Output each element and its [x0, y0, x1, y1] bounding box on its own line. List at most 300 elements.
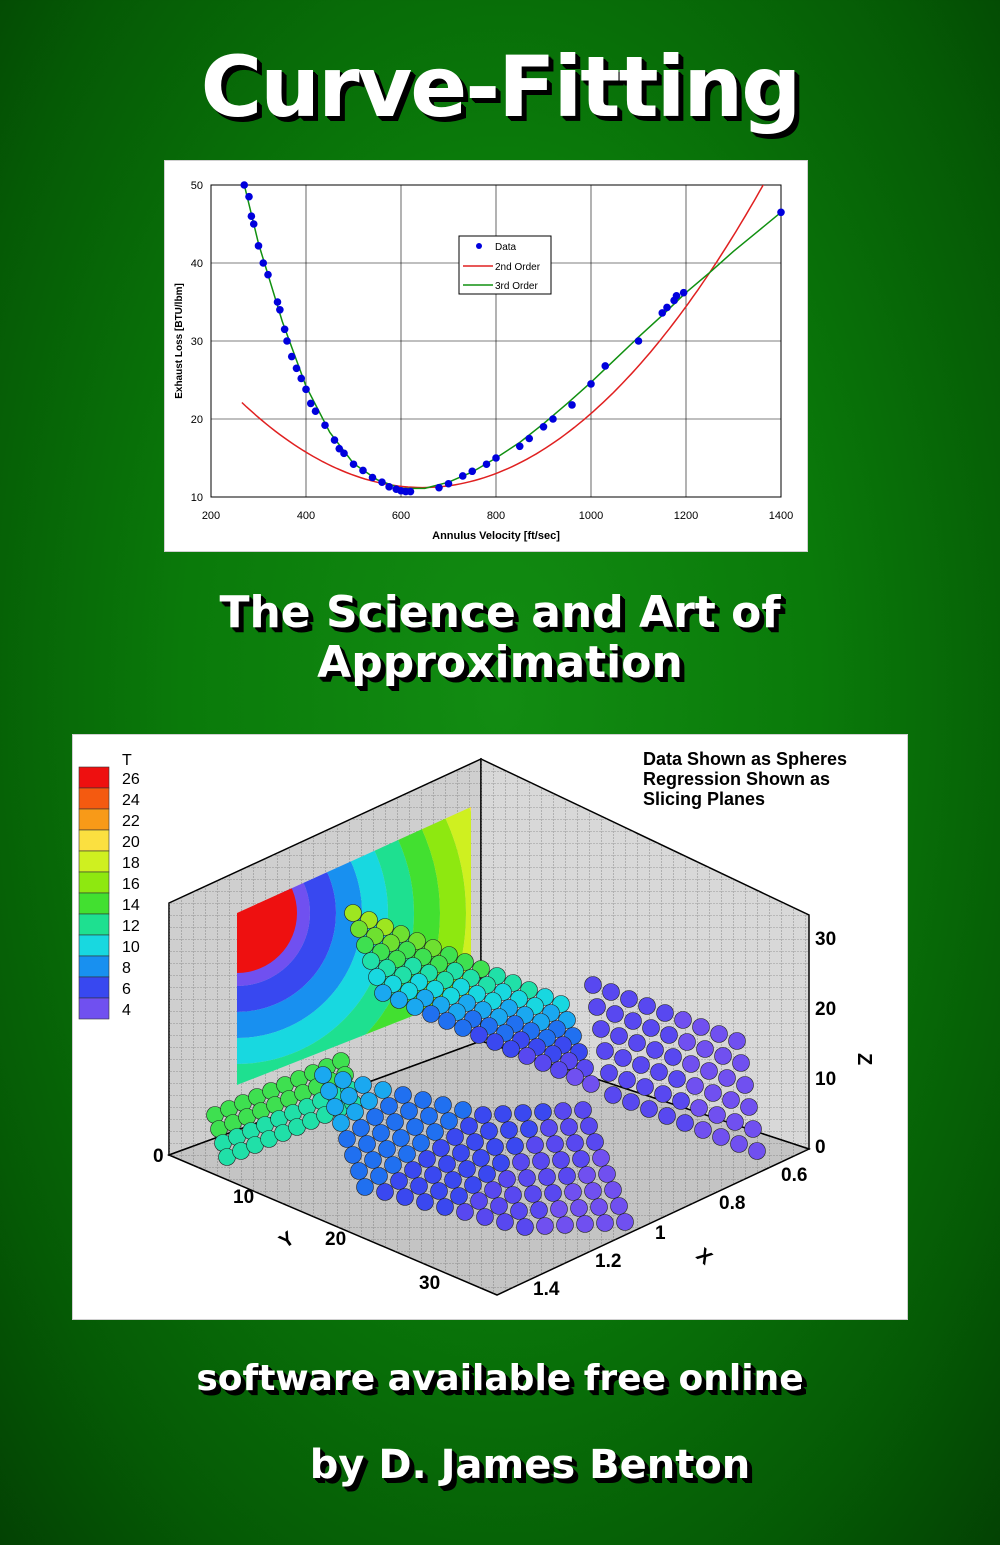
data-sphere [351, 1163, 368, 1180]
data-sphere [387, 1114, 404, 1131]
x-tick-label: 600 [391, 510, 411, 522]
data-sphere [687, 1078, 704, 1095]
data-sphere [639, 998, 656, 1015]
data-sphere [727, 1114, 744, 1131]
data-point [255, 242, 263, 250]
x-tick-label: 1.4 [533, 1279, 560, 1300]
x-axis-label: X [691, 1243, 717, 1270]
data-sphere [531, 1202, 548, 1219]
data-sphere [391, 992, 408, 1009]
z-tick-label: 30 [815, 929, 837, 950]
z-tick-label: 0 [815, 1137, 826, 1158]
legend-swatch [79, 998, 109, 1019]
data-sphere [637, 1079, 654, 1096]
z-tick-label: 10 [815, 1069, 837, 1090]
data-sphere [393, 1130, 410, 1147]
data-sphere [479, 1166, 496, 1183]
data-point [549, 415, 557, 423]
data-point [307, 400, 315, 408]
data-sphere [327, 1099, 344, 1116]
data-sphere [525, 1186, 542, 1203]
annotation-line-1: Data Shown as Spheres [643, 749, 848, 769]
x-axis-label: Annulus Velocity [ft/sec] [432, 530, 560, 542]
legend-swatch [79, 872, 109, 893]
data-point [248, 212, 256, 220]
data-sphere [731, 1136, 748, 1153]
data-sphere [455, 1102, 472, 1119]
data-sphere [601, 1065, 618, 1082]
x-tick-label: 1400 [768, 510, 794, 522]
data-sphere [369, 969, 386, 986]
x-tick-label: 200 [201, 510, 221, 522]
legend-value: 26 [122, 771, 140, 788]
data-sphere [421, 1108, 438, 1125]
data-sphere [597, 1043, 614, 1060]
data-sphere [561, 1119, 578, 1136]
data-sphere [511, 1203, 528, 1220]
legend-value: 8 [122, 960, 131, 977]
data-sphere [537, 1218, 554, 1235]
legend-marker-data [476, 243, 482, 249]
data-point [663, 304, 671, 312]
data-sphere [381, 1098, 398, 1115]
data-point [378, 478, 386, 486]
data-sphere [587, 1134, 604, 1151]
data-sphere [623, 1094, 640, 1111]
data-sphere [367, 1109, 384, 1126]
data-sphere [497, 1214, 514, 1231]
data-sphere [447, 1129, 464, 1146]
x-tick-label: 1 [655, 1223, 666, 1244]
data-sphere [527, 1137, 544, 1154]
legend-value: 4 [122, 1002, 131, 1019]
legend-value: 10 [122, 939, 140, 956]
data-sphere [629, 1035, 646, 1052]
data-sphere [467, 1134, 484, 1151]
data-sphere [407, 1119, 424, 1136]
data-sphere [749, 1143, 766, 1160]
data-sphere [487, 1034, 504, 1051]
tagline: software available free online [196, 1358, 804, 1399]
data-sphere [415, 1092, 432, 1109]
data-sphere [385, 1157, 402, 1174]
data-sphere [495, 1106, 512, 1123]
data-point [673, 292, 681, 300]
data-sphere [723, 1092, 740, 1109]
data-sphere [401, 1103, 418, 1120]
data-point [276, 306, 284, 314]
data-sphere [711, 1026, 728, 1043]
data-sphere [541, 1120, 558, 1137]
data-sphere [651, 1064, 668, 1081]
data-sphere [551, 1201, 568, 1218]
data-sphere [669, 1071, 686, 1088]
data-sphere [379, 1141, 396, 1158]
data-sphere [701, 1063, 718, 1080]
data-sphere [373, 1125, 390, 1142]
legend-value: 24 [122, 792, 140, 809]
data-sphere [705, 1085, 722, 1102]
data-sphere [619, 1072, 636, 1089]
data-sphere [617, 1214, 634, 1231]
data-sphere [507, 1138, 524, 1155]
data-sphere [589, 999, 606, 1016]
data-sphere [491, 1198, 508, 1215]
data-sphere [611, 1028, 628, 1045]
data-sphere [641, 1101, 658, 1118]
data-sphere [365, 1152, 382, 1169]
data-sphere [499, 1171, 516, 1188]
legend-swatch [79, 935, 109, 956]
data-point [468, 467, 476, 475]
legend-value: 16 [122, 876, 140, 893]
data-sphere [397, 1189, 414, 1206]
data-sphere [715, 1048, 732, 1065]
data-sphere [679, 1034, 696, 1051]
data-sphere [615, 1050, 632, 1067]
data-sphere [515, 1105, 532, 1122]
data-point [540, 423, 548, 431]
data-sphere [605, 1182, 622, 1199]
data-sphere [535, 1055, 552, 1072]
data-sphere [729, 1033, 746, 1050]
annotation-line-2: Regression Shown as [643, 769, 831, 789]
legend-swatch [79, 851, 109, 872]
data-point [250, 220, 258, 228]
data-point [459, 472, 467, 480]
x-tick-label: 400 [296, 510, 316, 522]
data-sphere [659, 1108, 676, 1125]
legend-value: 6 [122, 981, 131, 998]
data-point [350, 460, 358, 468]
y-tick-label: 50 [190, 180, 203, 192]
data-sphere [675, 1012, 692, 1029]
data-sphere [481, 1123, 498, 1140]
data-sphere [611, 1198, 628, 1215]
data-point [331, 436, 339, 444]
data-sphere [741, 1099, 758, 1116]
legend-swatch [79, 809, 109, 830]
data-sphere [673, 1093, 690, 1110]
data-sphere [519, 1048, 536, 1065]
data-sphere [585, 977, 602, 994]
author-name: by D. James Benton [309, 1442, 751, 1488]
data-sphere [661, 1027, 678, 1044]
legend-swatch [79, 914, 109, 935]
y-tick-label: 10 [233, 1187, 255, 1208]
chart-legend [459, 236, 551, 294]
data-sphere [591, 1199, 608, 1216]
data-sphere [517, 1219, 534, 1236]
data-sphere [555, 1103, 572, 1120]
y-tick-label: 30 [190, 336, 203, 348]
data-sphere [411, 1178, 428, 1195]
data-sphere [359, 1136, 376, 1153]
data-sphere [571, 1200, 588, 1217]
data-sphere [513, 1154, 530, 1171]
data-sphere [347, 1104, 364, 1121]
subtitle-line-1: The Science and Art of [219, 587, 781, 638]
data-sphere [399, 1146, 416, 1163]
data-sphere [357, 937, 374, 954]
data-sphere [547, 1136, 564, 1153]
data-point [568, 401, 576, 409]
data-sphere [395, 1087, 412, 1104]
legend-swatch [79, 956, 109, 977]
data-sphere [697, 1041, 714, 1058]
data-sphere [427, 1124, 444, 1141]
data-sphere [333, 1115, 350, 1132]
data-sphere [677, 1115, 694, 1132]
legend-swatch [79, 893, 109, 914]
data-sphere [493, 1155, 510, 1172]
data-sphere [535, 1104, 552, 1121]
data-sphere [621, 991, 638, 1008]
data-point [635, 337, 643, 345]
data-sphere [417, 1194, 434, 1211]
data-sphere [435, 1097, 452, 1114]
data-sphere [605, 1087, 622, 1104]
data-sphere [407, 999, 424, 1016]
data-sphere [457, 1204, 474, 1221]
book-subtitle [0, 588, 1000, 688]
data-sphere [585, 1183, 602, 1200]
data-sphere [565, 1184, 582, 1201]
data-sphere [363, 953, 380, 970]
legend-label-3rd-order: 3rd Order [495, 281, 538, 292]
data-sphere [485, 1182, 502, 1199]
data-sphere [683, 1056, 700, 1073]
data-sphere [567, 1135, 584, 1152]
data-sphere [487, 1139, 504, 1156]
data-sphere [557, 1217, 574, 1234]
data-sphere [339, 1131, 356, 1148]
data-sphere [439, 1156, 456, 1173]
data-point [525, 435, 533, 443]
data-sphere [461, 1118, 478, 1135]
data-sphere [335, 1072, 352, 1089]
data-point [297, 375, 305, 383]
legend-title: T [122, 752, 132, 769]
legend-swatch [79, 788, 109, 809]
data-sphere [695, 1122, 712, 1139]
data-point [435, 484, 443, 492]
subtitle-line-2: Approximation [317, 637, 683, 688]
data-sphere [405, 1162, 422, 1179]
data-point [369, 474, 377, 482]
data-sphere [607, 1006, 624, 1023]
x-tick-label: 800 [486, 510, 506, 522]
y-tick-label: 10 [190, 492, 203, 504]
data-sphere [445, 1172, 462, 1189]
data-sphere [665, 1049, 682, 1066]
data-sphere [371, 1168, 388, 1185]
curve-fit-chart [164, 160, 808, 552]
data-point [359, 467, 367, 475]
legend-label-data: Data [495, 242, 517, 253]
data-sphere [633, 1057, 650, 1074]
x-tick-label: 1000 [578, 510, 604, 522]
data-point [302, 386, 310, 394]
y-tick-label: 30 [419, 1273, 441, 1294]
z-axis-label: Z [853, 1053, 875, 1066]
data-point [274, 298, 282, 306]
data-sphere [559, 1168, 576, 1185]
data-sphere [321, 1083, 338, 1100]
data-point [777, 209, 785, 217]
data-point [445, 480, 453, 488]
color-legend [79, 767, 140, 1019]
data-sphere [459, 1161, 476, 1178]
data-sphere [441, 1113, 458, 1130]
data-sphere [539, 1169, 556, 1186]
data-sphere [477, 1209, 494, 1226]
data-sphere [353, 1120, 370, 1137]
y-tick-label: 20 [190, 414, 203, 426]
data-point [407, 488, 415, 496]
legend-value: 22 [122, 813, 140, 830]
data-sphere [583, 1076, 600, 1093]
data-point [321, 421, 329, 429]
data-sphere [391, 1173, 408, 1190]
data-sphere [465, 1177, 482, 1194]
y-axis-label: Y [275, 1227, 299, 1254]
x-tick-label: 1.2 [595, 1251, 622, 1272]
data-sphere [355, 1077, 372, 1094]
data-point [288, 353, 296, 361]
data-sphere [439, 1013, 456, 1030]
data-sphere [581, 1118, 598, 1135]
data-sphere [413, 1135, 430, 1152]
data-sphere [521, 1121, 538, 1138]
y-tick-label: 20 [325, 1229, 347, 1250]
data-sphere [553, 1152, 570, 1169]
data-sphere [713, 1129, 730, 1146]
data-sphere [501, 1122, 518, 1139]
x-tick-label: 0.6 [781, 1165, 808, 1186]
data-sphere [643, 1020, 660, 1037]
data-sphere [455, 1020, 472, 1037]
y-tick-label: 40 [190, 258, 203, 270]
data-sphere [377, 1184, 394, 1201]
data-sphere [361, 1093, 378, 1110]
data-sphere [719, 1070, 736, 1087]
legend-value: 12 [122, 918, 140, 935]
data-sphere [345, 905, 362, 922]
data-point [587, 380, 595, 388]
data-point [601, 362, 609, 370]
data-sphere [745, 1121, 762, 1138]
data-sphere [453, 1145, 470, 1162]
data-sphere [519, 1170, 536, 1187]
data-point [283, 337, 291, 345]
data-sphere [419, 1151, 436, 1168]
data-sphere [599, 1166, 616, 1183]
data-point [385, 483, 393, 491]
data-sphere [425, 1167, 442, 1184]
data-sphere [577, 1216, 594, 1233]
data-sphere [471, 1027, 488, 1044]
data-point [312, 407, 320, 415]
z-tick-label: 20 [815, 999, 837, 1020]
data-sphere [597, 1215, 614, 1232]
data-sphere [655, 1086, 672, 1103]
legend-swatch [79, 977, 109, 998]
data-point [516, 443, 524, 451]
data-sphere [533, 1153, 550, 1170]
data-sphere [351, 921, 368, 938]
data-point [240, 181, 248, 189]
data-sphere [471, 1193, 488, 1210]
data-point [281, 326, 289, 334]
data-sphere [503, 1041, 520, 1058]
legend-swatch [79, 830, 109, 851]
data-sphere [573, 1151, 590, 1168]
data-point [245, 193, 253, 201]
origin-label: 0 [153, 1146, 164, 1167]
data-point [680, 289, 688, 297]
data-sphere [345, 1147, 362, 1164]
data-sphere [593, 1021, 610, 1038]
data-sphere [473, 1150, 490, 1167]
book-title: Curve-Fitting [200, 38, 800, 136]
data-point [293, 365, 301, 373]
data-sphere [505, 1187, 522, 1204]
data-point [264, 271, 272, 279]
data-sphere [341, 1088, 358, 1105]
y-axis-label: Exhaust Loss [BTU/lbm] [174, 283, 185, 399]
x-tick-label: 0.8 [719, 1193, 746, 1214]
data-point [492, 454, 500, 462]
data-sphere [451, 1188, 468, 1205]
data-sphere [375, 985, 392, 1002]
data-sphere [433, 1140, 450, 1157]
legend-value: 14 [122, 897, 140, 914]
legend-label-2nd-order: 2nd Order [495, 262, 541, 273]
data-sphere [545, 1185, 562, 1202]
data-sphere [575, 1102, 592, 1119]
data-sphere [375, 1082, 392, 1099]
legend-swatch [79, 767, 109, 788]
data-sphere [603, 984, 620, 1001]
x-tick-label: 1200 [673, 510, 699, 522]
data-sphere [551, 1062, 568, 1079]
3d-regression-chart [72, 734, 908, 1320]
data-sphere [431, 1183, 448, 1200]
data-sphere [315, 1067, 332, 1084]
data-sphere [437, 1199, 454, 1216]
data-sphere [475, 1107, 492, 1124]
data-sphere [625, 1013, 642, 1030]
data-point [483, 460, 491, 468]
data-point [340, 450, 348, 458]
annotation-line-3: Slicing Planes [643, 789, 766, 809]
data-sphere [657, 1005, 674, 1022]
data-sphere [693, 1019, 710, 1036]
data-sphere [647, 1042, 664, 1059]
data-sphere [737, 1077, 754, 1094]
data-sphere [709, 1107, 726, 1124]
data-sphere [567, 1069, 584, 1086]
data-sphere [691, 1100, 708, 1117]
data-sphere [733, 1055, 750, 1072]
data-sphere [579, 1167, 596, 1184]
legend-value: 20 [122, 834, 140, 851]
data-sphere [357, 1179, 374, 1196]
data-point [259, 259, 267, 267]
data-sphere [593, 1150, 610, 1167]
data-sphere [423, 1006, 440, 1023]
